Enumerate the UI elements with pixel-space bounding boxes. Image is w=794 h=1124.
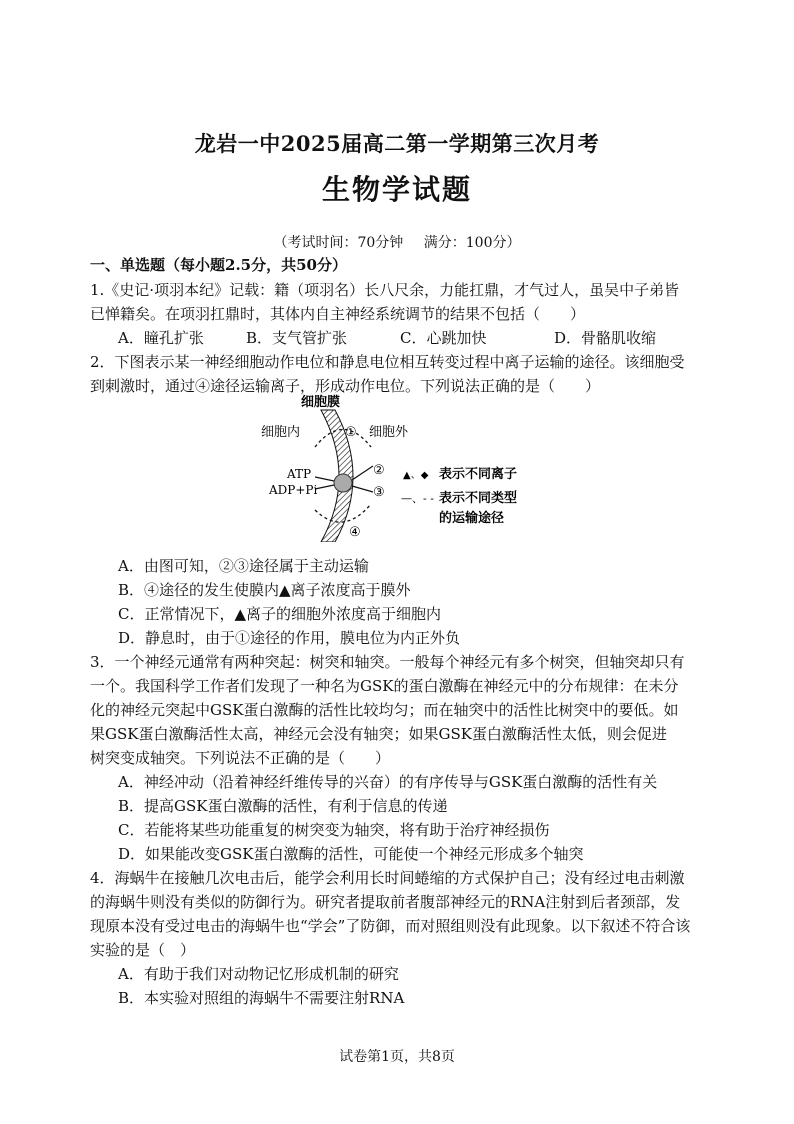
adp-line [315,485,334,489]
pump-protein [334,474,352,492]
q1-option-c: C．心跳加快 [400,329,487,347]
q3-line1: 3．一个神经元通常有两种突起：树突和轴突。一般每个神经元有多个树突，但轴突却只有 [90,653,685,671]
q1-option-b: B．支气管扩张 [246,329,348,347]
atp-line [315,477,334,481]
legend-ion-symbols: ▲、◆ [403,470,429,481]
q4-option-a: A．有助于我们对动物记忆形成机制的研究 [118,965,399,983]
q4-option-b: B．本实验对照组的海蜗牛不需要注射RNA [118,989,405,1007]
q3-option-c: C．若能将某些功能重复的树突变为轴突，将有助于治疗神经损伤 [118,821,550,839]
full-score: 满分：100分） [423,235,521,251]
q1-line1: 1.《史记·项羽本纪》记载：籍（项羽名）长八尺余，力能扛鼎，才气过人，虽吴中子弟皆 [90,281,680,299]
q2-option-b: B．④途径的发生使膜内▲离子浓度高于膜外 [118,581,411,599]
q3-line5: 树突变成轴突。下列说法不正确的是（ ） [90,749,391,767]
label-outside: 细胞外 [369,425,409,440]
path-3-line [352,486,373,492]
section-heading: 一、单选题（每小题2.5分，共50分） [90,256,347,274]
q2-option-d: D．静息时，由于①途径的作用，膜电位为内正外负 [118,629,461,647]
q1-line2: 已惮籍矣。在项羽扛鼎时，其体内自主神经系统调节的结果不包括（ ） [90,305,586,323]
label-atp: ATP [287,467,312,481]
q2-option-c: C．正常情况下，▲离子的细胞外浓度高于细胞内 [118,605,442,623]
exam-time: （考试时间：70分钟 [273,235,404,251]
legend-paths-line1: 表示不同类型 [439,491,518,506]
q4-line4: 实验的是（ ） [90,941,196,959]
q4-line1: 4．海蜗牛在接触几次电击后，能学会利用长时间蜷缩的方式保护自己；没有经过电击刺激 [90,869,685,887]
subject-title: 生物学试题 [321,173,472,206]
ion-transport-diagram [255,392,555,542]
q3-option-a: A．神经冲动（沿着神经纤维传导的兴奋）的有序传导与GSK蛋白激酶的活性有关 [118,773,658,791]
school-title: 龙岩一中2025届高二第一学期第三次月考 [194,131,600,156]
legend-path-symbols: —、- - [401,492,434,505]
q4-line3: 现原本没有受过电击的海蜗牛也“学会”了防御，而对照组则没有此现象。以下叙述不符合该 [90,917,691,935]
label-path-1: ① [345,425,357,440]
label-path-2: ② [373,463,385,478]
page-footer: 试卷第1页，共8页 [339,1049,455,1065]
q1-option-d: D．骨骼肌收缩 [554,329,657,347]
legend-ions: 表示不同离子 [439,467,518,482]
q4-line2: 的海蜗牛则没有类似的防御行为。研究者提取前者腹部神经元的RNA注射到后者颈部，发 [90,893,681,911]
label-path-3: ③ [373,485,385,500]
q3-option-b: B．提高GSK蛋白激酶的活性，有利于信息的传递 [118,797,448,815]
label-inside: 细胞内 [261,425,301,440]
q2-option-a: A．由图可知，②③途径属于主动运输 [118,557,369,575]
exam-info [0,232,794,252]
label-path-4: ④ [349,525,361,540]
legend-paths-line2: 的运输途径 [439,511,505,526]
q2-line2: 到刺激时，通过④途径运输离子，形成动作电位。下列说法正确的是（ ） [90,377,601,395]
q1-option-a: A．瞳孔扩张 [118,329,204,347]
label-membrane: 细胞膜 [301,395,341,410]
q3-line3: 化的神经元突起中GSK蛋白激酶的活性比较均匀；而在轴突中的活性比树突中的要低。如 [90,701,679,719]
q2-line1: 2．下图表示某一神经细胞动作电位和静息电位相互转变过程中离子运输的途径。该细胞受 [90,353,685,371]
q3-option-d: D．如果能改变GSK蛋白激酶的活性，可能使一个神经元形成多个轴突 [118,845,584,863]
q3-line4: 果GSK蛋白激酶活性太高，神经元会没有轴突；如果GSK蛋白激酶活性太低，则会促进 [90,725,667,743]
q3-line2: 一个。我国科学工作者们发现了一种名为GSK的蛋白激酶在神经元中的分布规律：在未分 [90,677,679,695]
label-adp: ADP+Pi [269,483,318,497]
path-2-line [352,466,373,480]
